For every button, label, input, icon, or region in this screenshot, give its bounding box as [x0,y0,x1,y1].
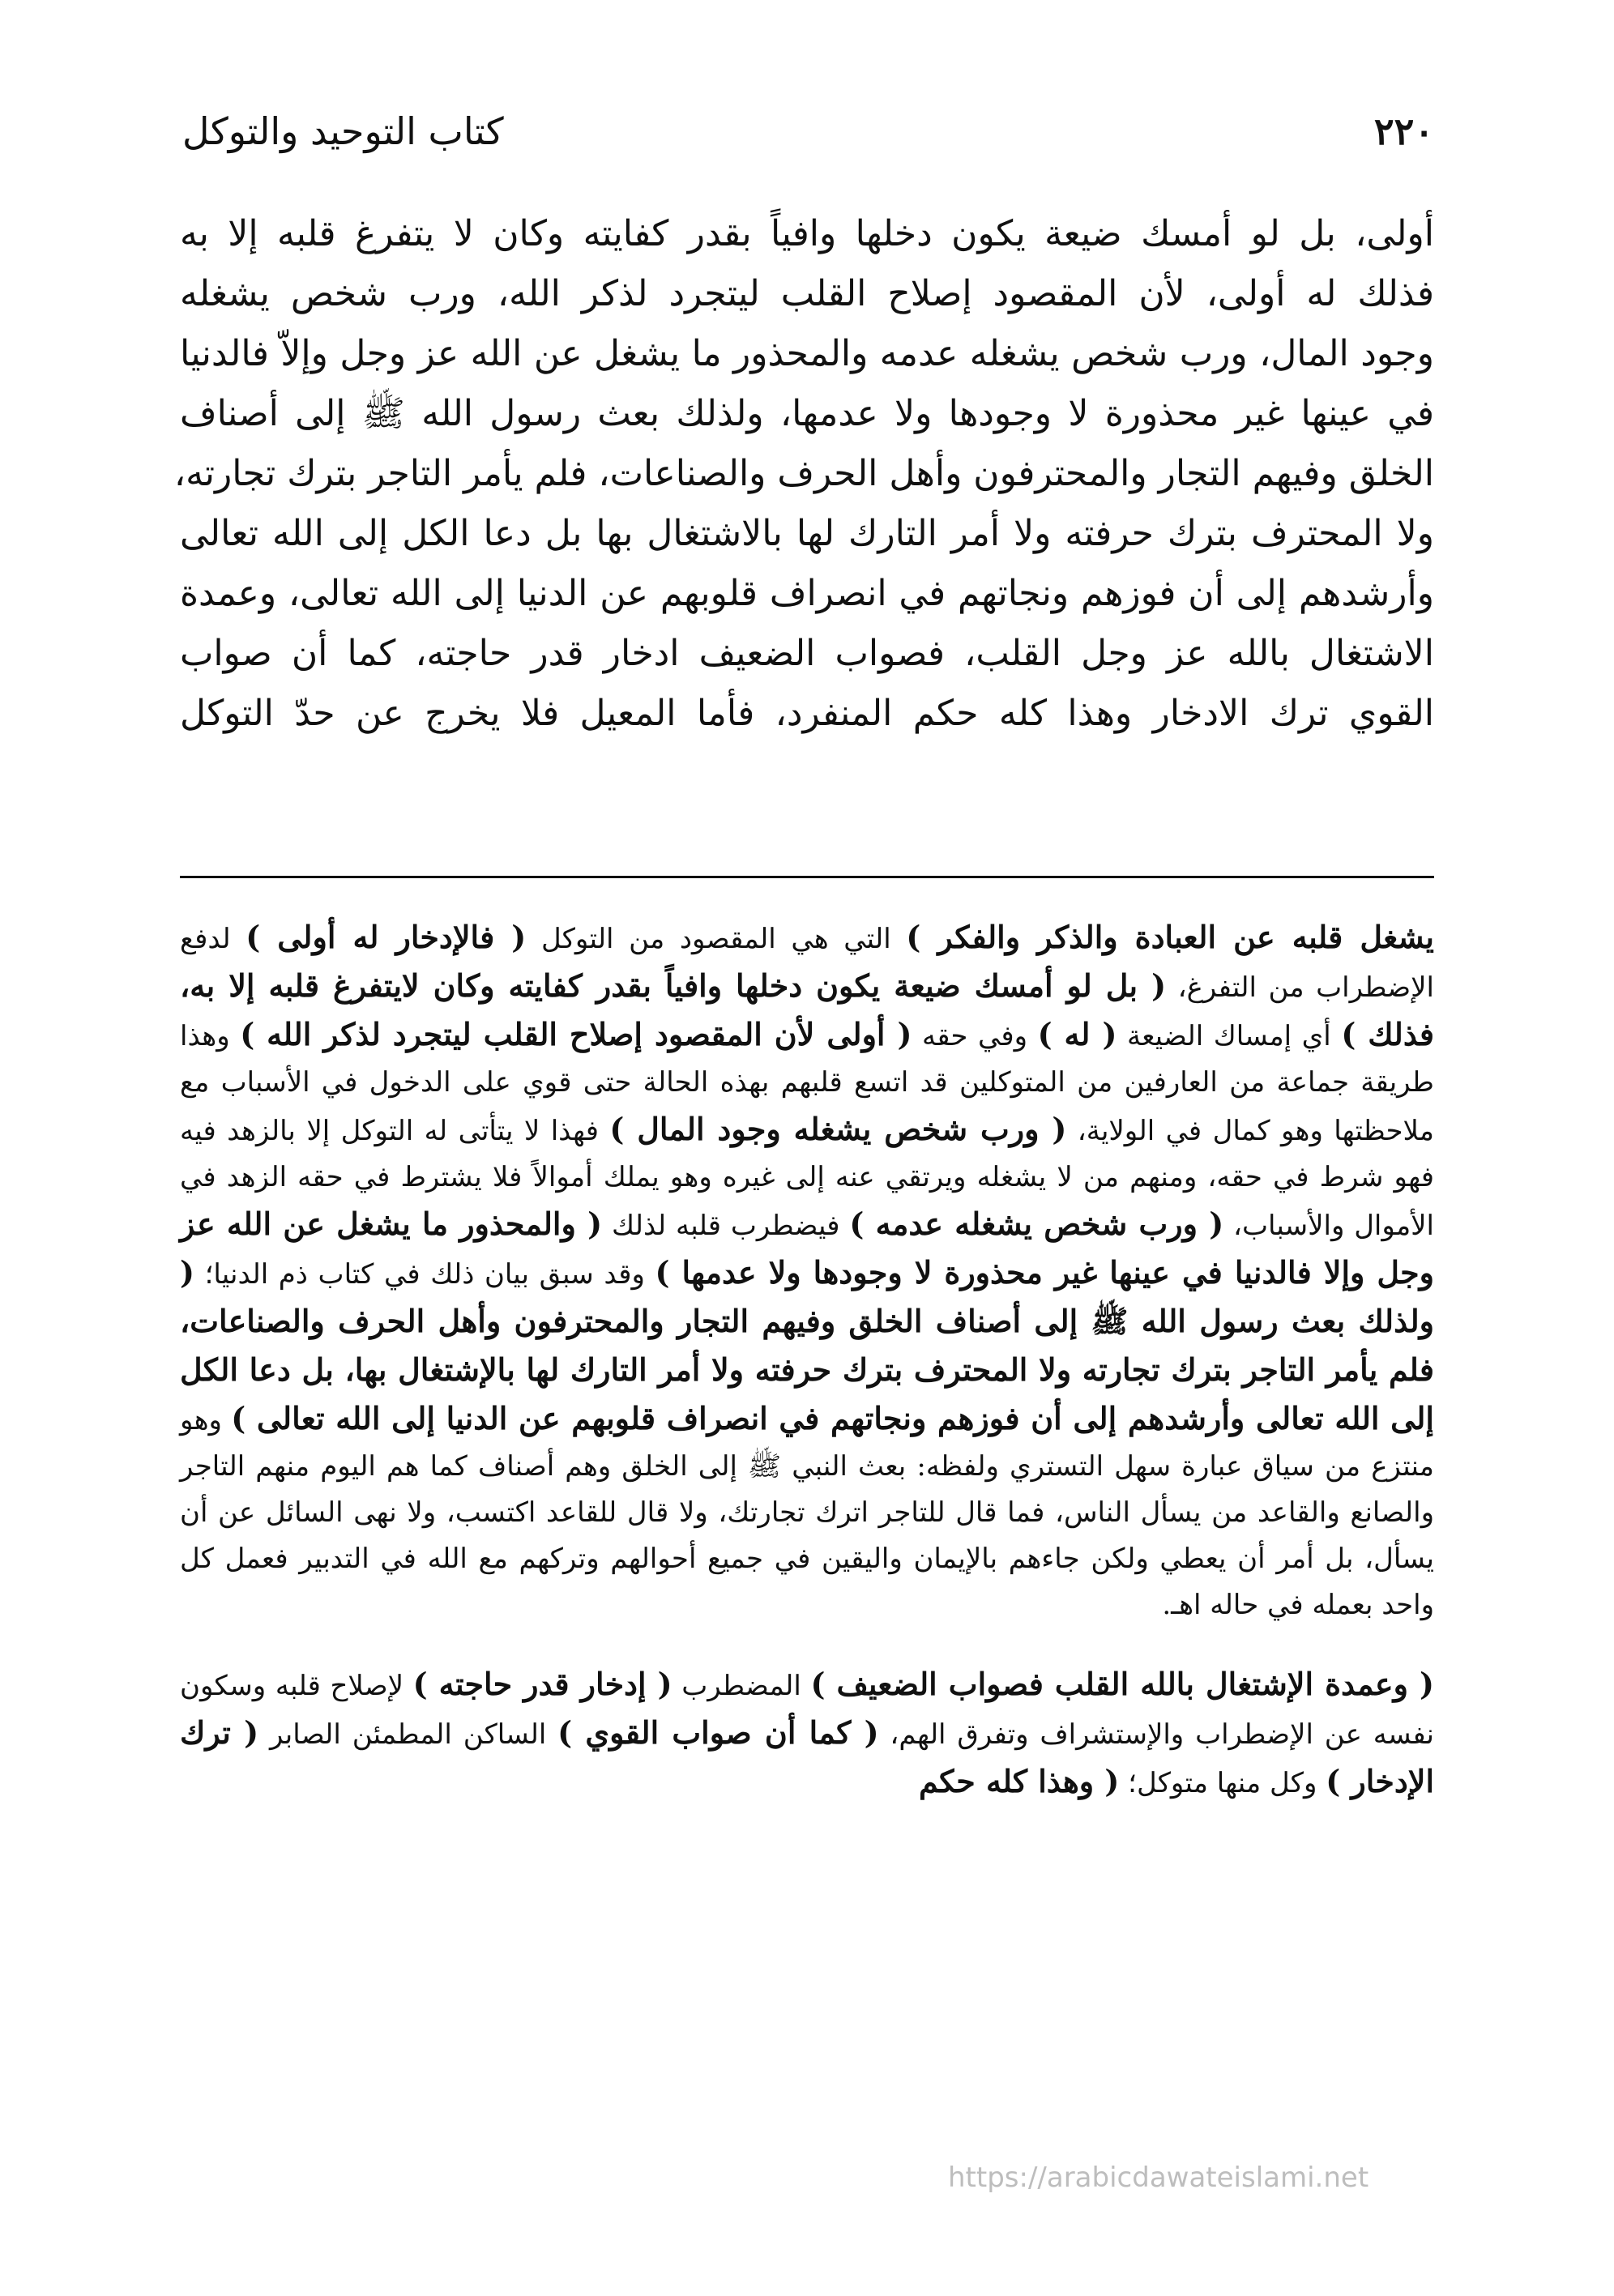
explanation-text: لدفع الإضطراب من التفرغ، [180,923,1434,1004]
explanation-text: وفي حقه [912,1020,1038,1052]
quoted-text: ( فالإدخار له أولى ) [246,919,527,955]
main-text [173,204,1434,744]
main-text-line: فذلك له أولى، لأن المقصود إصلاح القلب ليتجرد لذكر الله، ورب شخص يشغله [180,273,1434,314]
explanation-text: الساكن المطمئن الصابر [258,1718,558,1751]
quoted-text: ( ترك الإدخار ) [180,1714,1434,1799]
main-text-line: الخلق وفيهم التجار والمحترفون وأهل الحرف والصناعات، فلم يأمر التاجر بترك تجارته، [173,453,1434,494]
quoted-text: ( له ) [1037,1016,1117,1052]
page-header [182,99,1434,164]
explanation-text: وقد سبق بيان ذلك في كتاب ذم الدنيا؛ [194,1258,655,1291]
commentary [180,914,1434,1807]
page-number: ٢٢٠ [1373,109,1434,153]
explanation-text: لإصلاح قلبه وسكون نفسه عن الإضطراب والإستشراف وتفرق الهم، [180,1670,1434,1751]
main-text-line: وأرشدهم إلى أن فوزهم ونجاتهم في انصراف قلوبهم عن الدنيا إلى الله تعالى، وعمدة [180,573,1434,614]
quoted-text: ( ولذلك بعث رسول الله ﷺ إلى أصناف الخلق وفيهم التجار والمحترفون وأهل الحرف والصناعات، فلم يأمر التاجر بترك تجارته ولا المحترف بترك حرفته ولا أمر التارك لها بالإشتغال بها، بل دعا الكل إلى الله تعالى وأرشدهم إلى أن فوزهم ونجاتهم في انصراف قلوبهم عن الدنيا إلى الله تعالى ) [180,1254,1434,1436]
quoted-text: ( ورب شخص يشغله وجود المال ) [609,1111,1067,1147]
explanation-text: أي إمساك الضيعة [1117,1020,1342,1052]
explanation-text: وهذا طريقة جماعة من العارفين من المتوكلين قد اتسع قلبهم بهذه الحالة حتى قوي على الدخول في الأسباب مع ملاحظتها وهو كمال في الولاية، [180,1020,1434,1147]
main-text-line: ولا المحترف بترك حرفته ولا أمر التارك لها بالاشتغال بها بل دعا الكل إلى الله تعالى [180,513,1434,554]
main-text-line: القوي ترك الادخار وهذا كله حكم المنفرد، فأما المعيل فلا يخرج عن حدّ التوكل [180,693,1434,734]
explanation-text: وكل منها متوكل؛ [1119,1767,1326,1799]
main-text-line: الاشتغال بالله عز وجل القلب، فصواب الضعيف ادخار قدر حاجته، كما أن صواب [180,633,1434,674]
quoted-text: ( وهذا كله حكم [918,1763,1120,1799]
quoted-text: ( ورب شخص يشغله عدمه ) [849,1206,1224,1242]
explanation-text: فيضطرب قلبه لذلك [602,1210,850,1242]
main-text-line: وجود المال، ورب شخص يشغله عدمه والمحذور ما يشغل عن الله عز وجل وإلاّ فالدنيا [180,333,1434,374]
quoted-text: ( أولى لأن المقصود إصلاح القلب ليتجرد لذكر الله ) [240,1016,912,1052]
explanation-text: فهذا لا يتأتى له التوكل إلا بالزهد فيه فهو شرط في حقه، ومنهم من لا يشغله ويرتقي عنه إلى غيره وهو يملك أموالاً فلا يشترط في حقه الزهد في الأموال والأسباب، [180,1115,1434,1242]
commentary-paragraph [180,914,1434,1628]
main-text-line: في عينها غير محذورة لا وجودها ولا عدمها، ولذلك بعث رسول الله ﷺ إلى أصناف [180,393,1434,434]
explanation-text: المضطرب [672,1670,811,1702]
commentary-paragraph [180,1661,1434,1807]
quoted-text: ( وعمدة الإشتغال بالله القلب فصواب الضعيف ) [810,1666,1434,1702]
quoted-text: ( كما أن صواب القوي ) [557,1714,879,1751]
quoted-text: ( إدخار قدر حاجته ) [412,1666,672,1702]
main-text-line: أولى، بل لو أمسك ضيعة يكون دخلها وافياً بقدر كفايته وكان لا يتفرغ قلبه إلا به [180,213,1434,254]
explanation-text: وهو منتزع من سياق عبارة سهل التستري ولفظه: بعث النبي ﷺ إلى الخلق وهم أصناف كما هم اليوم منهم التاجر والصانع والقاعد من يسأل الناس، فما قال للتاجر اترك تجارتك، ولا قال للقاعد اكتسب، ولا نهى السائل عن أن يسأل، بل أمر أن يعطي ولكن جاءهم بالإيمان واليقين في جميع أحوالهم وتركهم مع الله في التدبير فعمل كل واحد بعمله في حاله اهـ. [180,1404,1434,1621]
quoted-text: يشغل قلبه عن العبادة والذكر والفكر ) [906,919,1434,955]
quoted-text: ( بل لو أمسك ضيعة يكون دخلها وافياً بقدر كفايته وكان لايتفرغ قلبه إلا به، فذلك ) [180,967,1434,1052]
explanation-text: التي هي المقصود من التوكل [526,923,907,955]
watermark-url: https://arabicdawateislami.net [948,2162,1369,2194]
quoted-text: ( والمحذور ما يشغل عن الله عز وجل وإلا فالدنيا في عينها غير محذورة لا وجودها ولا عدمها ) [180,1206,1435,1291]
book-title: كتاب التوحيد والتوكل [182,109,504,153]
section-divider [180,876,1434,878]
